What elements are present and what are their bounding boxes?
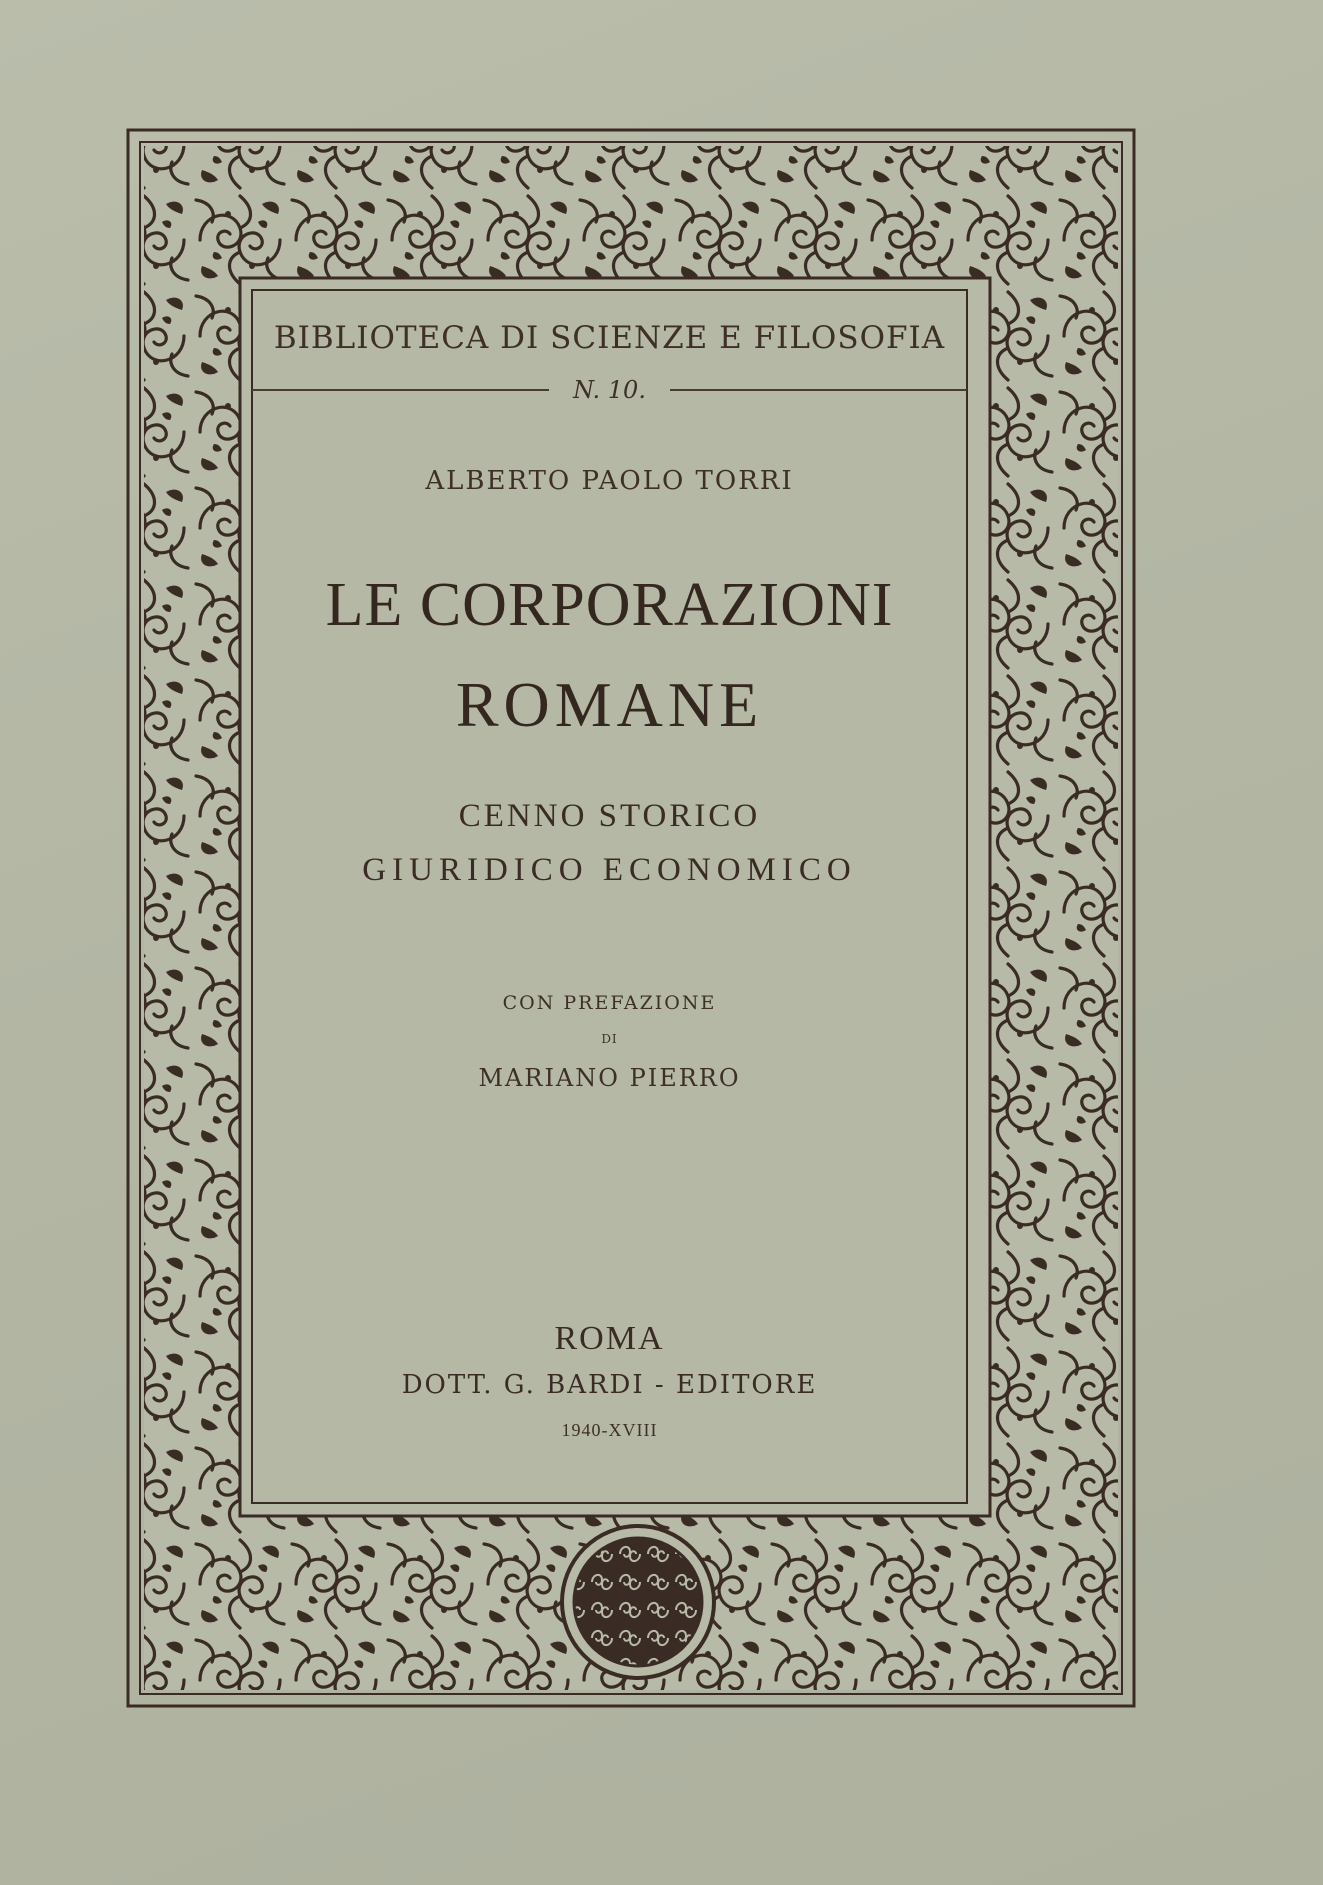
preface-di: DI xyxy=(601,1032,618,1046)
series-title: BIBLIOTECA DI SCIENZE E FILOSOFIA xyxy=(273,320,946,356)
title-panel xyxy=(252,290,967,1503)
preface-label: CON PREFAZIONE xyxy=(502,992,717,1014)
preface-author: MARIANO PIERRO xyxy=(478,1064,741,1092)
publisher: DOTT. G. BARDI - EDITORE xyxy=(401,1370,818,1400)
publication-year: 1940-XVIII xyxy=(561,1420,658,1440)
subtitle-line2: GIURIDICO ECONOMICO xyxy=(362,852,857,888)
book-title-line2: ROMANE xyxy=(455,669,764,740)
series-number: N. 10. xyxy=(573,376,646,404)
right-rule xyxy=(670,389,967,391)
round-ornament-medallion xyxy=(562,1526,714,1678)
left-rule xyxy=(252,389,549,391)
book-title-line1: LE CORPORAZIONI xyxy=(325,571,894,639)
publication-city: ROMA xyxy=(554,1320,665,1357)
author-name: ALBERTO PAOLO TORRI xyxy=(425,466,794,496)
subtitle-line1: CENNO STORICO xyxy=(458,798,761,834)
series-number-row xyxy=(252,372,967,408)
